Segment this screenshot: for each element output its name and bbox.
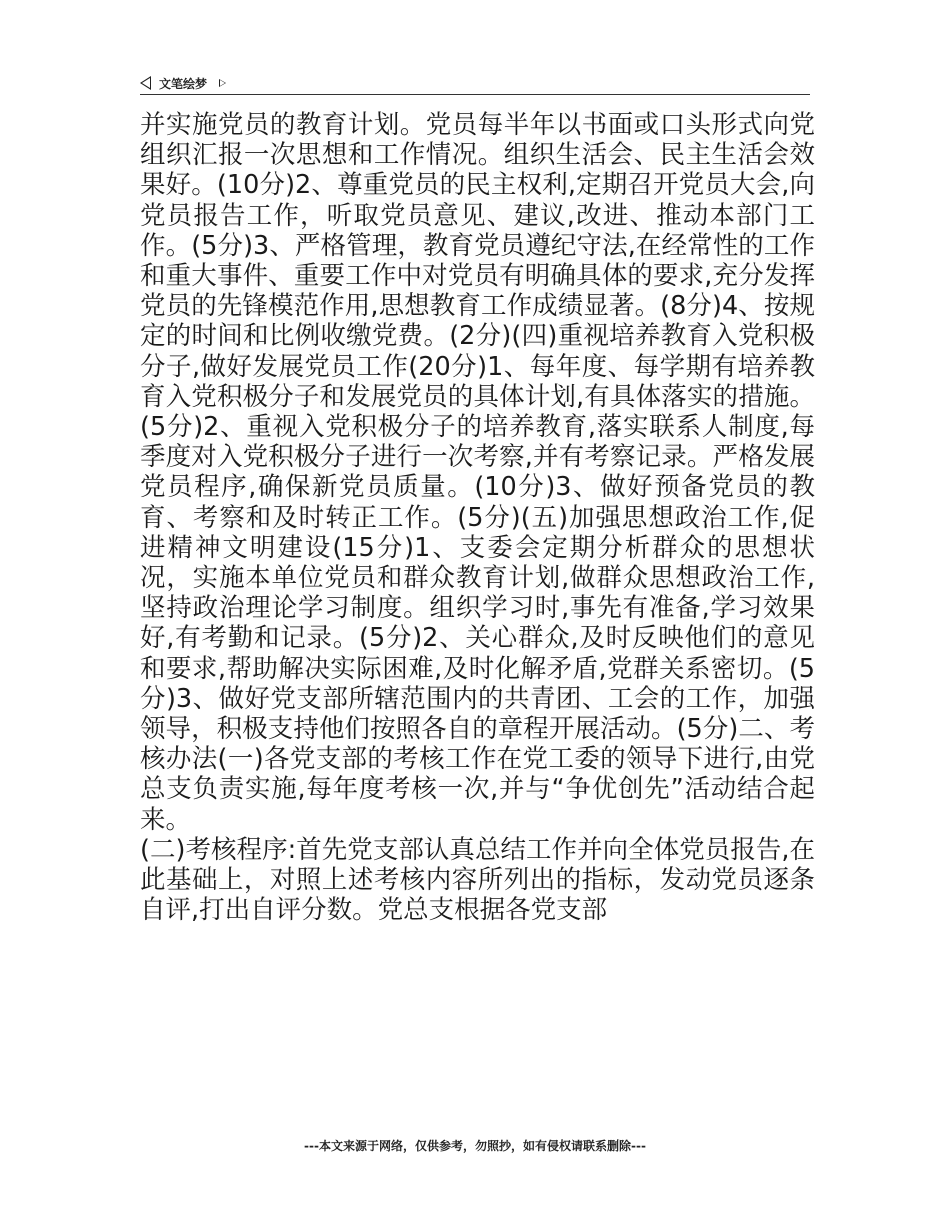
page-header — [140, 72, 810, 95]
header-brand: 文笔绘梦 — [159, 76, 208, 91]
body-paragraph: 并实施党员的教育计划。党员每半年以书面或口头形式向党组织汇报一次思想和工作情况。组织生活会、民主生活会效果好。(10分)2、尊重党员的民主权利,定期召开党员大会,向党员报告工作，听取党员意见、建议,改进、推动本部门工作。(5分)3、严格管理，教育党员遵纪守法,在经常性的工作和重大事件、重要工作中对党员有明确具体的要求,充分发挥党员的先锋模范作用,思想教育工作成绩显著。(8分)4、按规定的时间和比例收缴党费。(2分)(四)重视培养教育入党积极分子,做好发展党员工作(20分)1、每年度、每学期有培养教育入党积极分子和发展党员的具体计划,有具体落实的措施。(5分)2、重视入党积极分子的培养教育,落实联系人制度,每季度对入党积极分子进行一次考察,并有考察记录。严格发展党员程序,确保新党员质量。(10分)3、做好预备党员的教育、考察和及时转正工作。(5分)(五)加强思想政治工作,促进精神文明建设(15分)1、支委会定期分析群众的思想状况，实施本单位党员和群众教育计划,做群众思想政治工作,坚持政治理论学习制度。组织学习时,事先有准备,学习效果好,有考勤和记录。(5分)2、关心群众,及时反映他们的意见和要求,帮助解决实际困难,及时化解矛盾,党群关系密切。(5分)3、做好党支部所辖范围内的共青团、工会的工作，加强领导，积极支持他们按照各自的章程开展活动。(5分)二、考核办法(一)各党支部的考核工作在党工委的领导下进行,由党总支负责实施,每年度考核一次,并与“争优创先”活动结合起来。 — [140, 110, 815, 835]
page-footer: ---本文来源于网络，仅供参考，勿照抄，如有侵权请联系删除--- — [304, 1139, 646, 1153]
triangle-left-icon — [140, 76, 151, 90]
triangle-right-icon — [219, 79, 226, 87]
body-paragraph: (二)考核程序:首先党支部认真总结工作并向全体党员报告,在此基础上，对照上述考核内容所列出的指标，发动党员逐条自评,打出自评分数。党总支根据各党支部 — [140, 834, 815, 926]
document-body — [140, 110, 815, 925]
